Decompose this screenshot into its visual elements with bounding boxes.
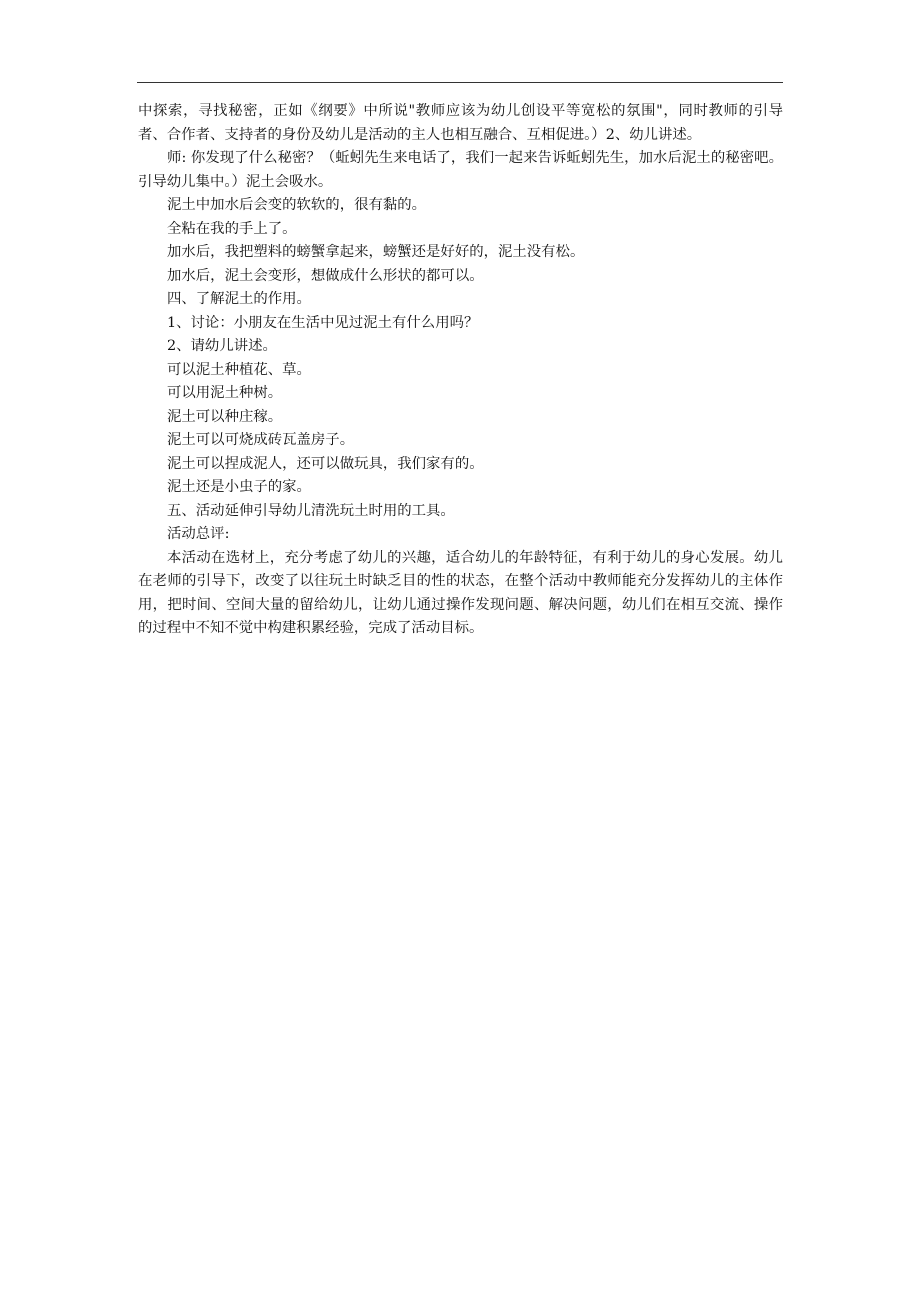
list-item-narration: 2、请幼儿讲述。 [167, 338, 277, 354]
section-heading-5: 五、活动延伸引导幼儿清洗玩土时用的工具。 [167, 502, 455, 519]
document-body [138, 100, 783, 641]
paragraph-teacher-question: 师: 你发现了什么秘密？（蚯蚓先生来电话了，我们一起来告诉蚯蚓先生，加水后泥土的秘密吧。引导幼儿集中。）泥土会吸水。 [138, 150, 783, 190]
paragraph-child-answer-3: 加水后，我把塑料的螃蟹拿起来，螃蟹还是好好的，泥土没有松。 [167, 244, 585, 260]
paragraph-use-5: 泥土可以捏成泥人，还可以做玩具，我们家有的。 [167, 455, 484, 472]
list-item-discussion: 1、讨论：小朋友在生活中见过泥土有什么用吗？ [167, 314, 479, 331]
paragraph-use-3: 泥土可以种庄稼。 [167, 408, 283, 425]
summary-heading: 活动总评: [167, 526, 230, 542]
summary-paragraph: 本活动在选材上，充分考虑了幼儿的兴趣，适合幼儿的年龄特征，有利于幼儿的身心发展。幼儿在老师的引导下，改变了以往玩土时缺乏目的性的状态，在整个活动中教师能充分发挥幼儿的主体作用，把时间、空间大量的留给幼儿，让幼儿通过操作发现问题、解决问题，幼儿们在相互交流、操作的过程中不知不觉中构建积累经验，完成了活动目标。 [138, 549, 783, 636]
paragraph-use-2: 可以用泥土种树。 [167, 385, 283, 401]
paragraph-continuation: 中探索，寻找秘密，正如《纲要》中所说"教师应该为幼儿创设平等宽松的氛围"，同时教师的引导者、合作者、支持者的身份及幼儿是活动的主人也相互融合、互相促进。）2、幼儿讲述。 [138, 103, 783, 143]
paragraph-child-answer-4: 加水后，泥土会变形，想做成什么形状的都可以。 [167, 267, 484, 284]
paragraph-use-1: 可以泥土种植花、草。 [167, 361, 311, 378]
paragraph-child-answer-1: 泥土中加水后会变的软软的，很有黏的。 [167, 197, 427, 213]
paragraph-child-answer-2: 全粘在我的手上了。 [167, 220, 297, 237]
section-heading-4: 四、了解泥土的作用。 [167, 291, 311, 307]
paragraph-use-4: 泥土可以可烧成砖瓦盖房子。 [167, 432, 355, 448]
paragraph-use-6: 泥土还是小虫子的家。 [167, 479, 311, 495]
header-rule [137, 82, 783, 83]
